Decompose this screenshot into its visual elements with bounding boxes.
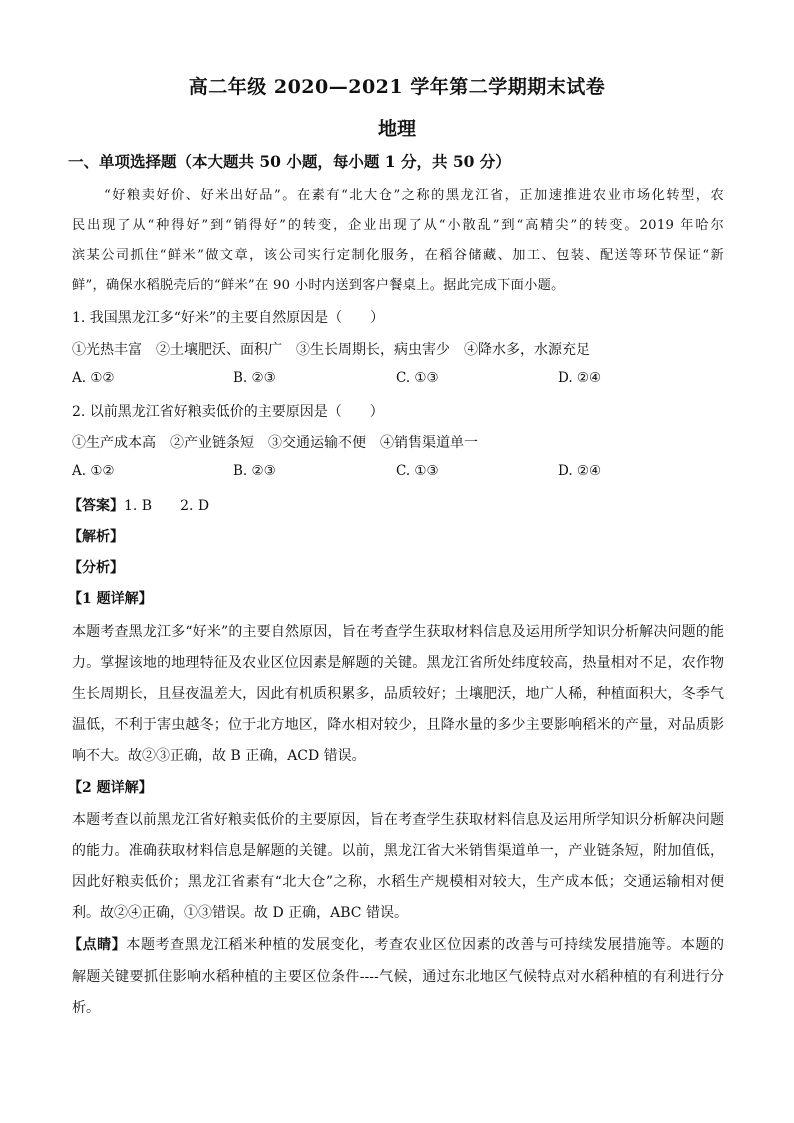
detail2-line: 因此好粮卖低价；黑龙江省素有“北大仓”之称，水稻生产规模相对较大，生产成本低；交通运输相对便 (72, 874, 724, 890)
detail1-line: 本题考查黑龙江多“好米”的主要自然原因，旨在考查学生获取材料信息及运用所学知识分析解决问题的能 (72, 624, 724, 640)
option-c: C. ①③ (396, 463, 439, 479)
remark-line: 析。 (72, 1000, 100, 1016)
detail1-label: 【1 题详解】 (68, 591, 153, 607)
option-d: D. ②④ (558, 370, 602, 386)
detail1-line: 温低，不利于害虫越冬；位于北方地区，降水相对较少，且降水量的多少主要影响稻米的产量，对品质影 (72, 717, 724, 733)
remark-line: 解题关键要抓住影响水稻种植的主要区位条件----气候，通过东北地区气候特点对水稻种植的有利进行分 (72, 969, 724, 985)
detail2-label: 【2 题详解】 (68, 780, 153, 796)
question-stem: 2. 以前黑龙江省好粮卖低价的主要原因是（ ） (72, 404, 384, 420)
passage-line: 鲜”，确保水稻脱壳后的“鲜米”在 90 小时内送到客户餐桌上。据此完成下面小题。 (72, 278, 565, 293)
remark-line (68, 934, 724, 954)
option-c: C. ①③ (396, 370, 439, 386)
answer-text: 1. B 2. D (124, 498, 210, 514)
section-heading: 一、单项选择题（本大题共 50 小题，每小题 1 分，共 50 分） (68, 152, 511, 171)
detail1-line: 响不大。故②③正确，故 B 正确，ACD 错误。 (72, 748, 366, 764)
option-b: B. ②③ (233, 463, 276, 479)
passage-line: 滨某公司抓住“鲜米”做文章，该公司实行定制化服务，在稻谷储藏、加工、包装、配送等环节保证“新 (72, 248, 724, 263)
analysis-label: 【解析】 (68, 529, 124, 545)
fenxi-label: 【分析】 (68, 560, 124, 576)
question-statements: ①生产成本高 ②产业链条短 ③交通运输不便 ④销售渠道单一 (72, 435, 478, 451)
detail1-line: 力。掌握该地的地理特征及农业区位因素是解题的关键。黑龙江省所处纬度较高，热量相对不足，农作物 (72, 655, 724, 671)
option-a: A. ①② (72, 370, 115, 386)
option-d: D. ②④ (558, 463, 602, 479)
option-b: B. ②③ (233, 370, 276, 386)
exam-title: 高二年级 2020—2021 学年第二学期期末试卷 (188, 76, 606, 98)
option-a: A. ①② (72, 463, 115, 479)
remark-text: 本题考查黑龙江稻米种植的发展变化，考查农业区位因素的改善与可持续发展措施等。本题的 (126, 937, 725, 953)
passage-line: 民出现了从“种得好”到“销得好”的转变，企业出现了从“小散乱”到“高精尖”的转变。2019 年哈尔 (72, 218, 724, 233)
answer-label: 【答案】 (68, 498, 124, 514)
passage-line: “好粮卖好价、好米出好品”。在素有“北大仓”之称的黑龙江省，正加速推进农业市场化转型，农 (104, 188, 724, 203)
question-stem: 1. 我国黑龙江多“好米”的主要自然原因是（ ） (72, 310, 385, 326)
answer-line (68, 495, 720, 515)
question-statements: ①光热丰富 ②土壤肥沃、面积广 ③生长周期长，病虫害少 ④降水多，水源充足 (72, 342, 590, 358)
detail1-line: 生长周期长，且昼夜温差大，因此有机质积累多，品质较好；土壤肥沃，地广人稀，种植面积大，冬季气 (72, 686, 724, 702)
detail2-line: 本题考查以前黑龙江省好粮卖低价的主要原因，旨在考查学生获取材料信息及运用所学知识分析解决问题 (72, 812, 724, 828)
remark-label: 【点睛】 (68, 937, 127, 953)
subject-title: 地理 (377, 118, 416, 140)
detail2-line: 利。故②④正确，①③错误。故 D 正确，ABC 错误。 (72, 905, 408, 921)
detail2-line: 的能力。准确获取材料信息是解题的关键。以前，黑龙江省大米销售渠道单一，产业链条短，附加值低， (72, 843, 724, 859)
